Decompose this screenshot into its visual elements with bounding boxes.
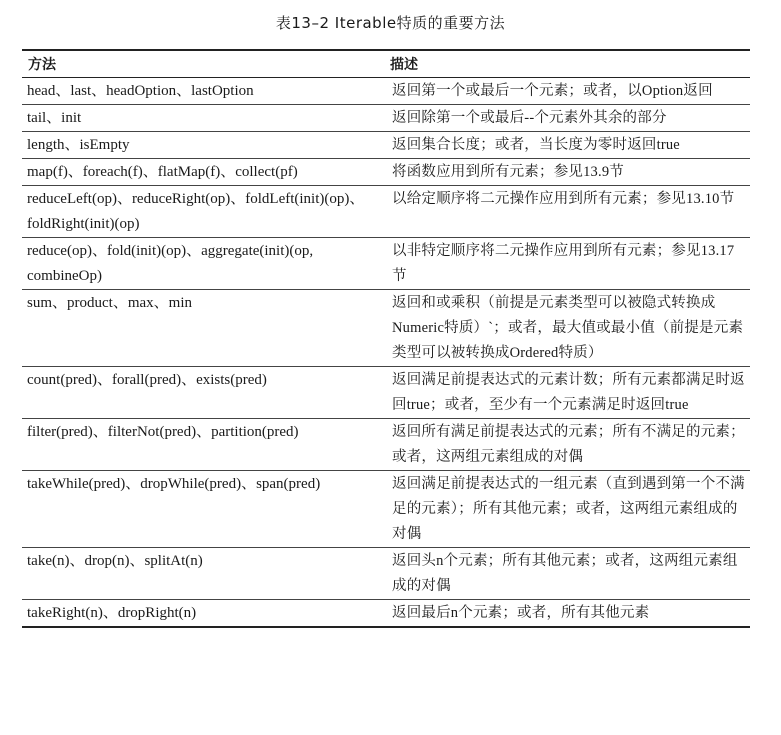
method-cell: filter(pred)、filterNot(pred)、partition(pred) bbox=[22, 419, 384, 471]
table-row bbox=[22, 159, 750, 186]
table-row bbox=[22, 186, 750, 238]
method-cell: map(f)、foreach(f)、flatMap(f)、collect(pf) bbox=[22, 159, 384, 186]
description-cell: 返回集合长度；或者，当长度为零时返回true bbox=[384, 132, 750, 159]
method-cell: count(pred)、forall(pred)、exists(pred) bbox=[22, 367, 384, 419]
table-row bbox=[22, 419, 750, 471]
method-cell: tail、init bbox=[22, 105, 384, 132]
table-row bbox=[22, 105, 750, 132]
method-cell: reduce(op)、fold(init)(op)、aggregate(init)(op, combineOp) bbox=[22, 238, 384, 290]
method-cell: take(n)、drop(n)、splitAt(n) bbox=[22, 548, 384, 600]
table-row bbox=[22, 367, 750, 419]
table-row bbox=[22, 132, 750, 159]
header-row bbox=[22, 50, 750, 78]
description-cell: 将函数应用到所有元素；参见13.9节 bbox=[384, 159, 750, 186]
table-row bbox=[22, 290, 750, 367]
table-row bbox=[22, 471, 750, 548]
method-cell: takeWhile(pred)、dropWhile(pred)、span(pred) bbox=[22, 471, 384, 548]
method-cell: head、last、headOption、lastOption bbox=[22, 78, 384, 105]
table-row bbox=[22, 78, 750, 105]
table-row bbox=[22, 548, 750, 600]
description-cell: 返回和或乘积（前提是元素类型可以被隐式转换成Numeric特质）`；或者，最大值或最小值（前提是元素类型可以被转换成Ordered特质） bbox=[384, 290, 750, 367]
table-row bbox=[22, 238, 750, 290]
description-cell: 返回第一个或最后一个元素；或者，以Option返回 bbox=[384, 78, 750, 105]
table-caption: 表13–2 Iterable特质的重要方法 bbox=[275, 14, 506, 32]
method-cell: reduceLeft(op)、reduceRight(op)、foldLeft(init)(op)、foldRight(init)(op) bbox=[22, 186, 384, 238]
description-cell: 返回满足前提表达式的一组元素（直到遇到第一个不满足的元素）；所有其他元素；或者，这两组元素组成的对偶 bbox=[384, 471, 750, 548]
description-cell: 返回除第一个或最后--个元素外其余的部分 bbox=[384, 105, 750, 132]
method-cell: sum、product、max、min bbox=[22, 290, 384, 367]
description-cell: 以给定顺序将二元操作应用到所有元素；参见13.10节 bbox=[384, 186, 750, 238]
description-cell: 返回满足前提表达式的元素计数；所有元素都满足时返回true；或者，至少有一个元素满足时返回true bbox=[384, 367, 750, 419]
header-description: 描述 bbox=[384, 50, 750, 78]
header-method: 方法 bbox=[22, 50, 384, 78]
method-cell: takeRight(n)、dropRight(n) bbox=[22, 600, 384, 628]
description-cell: 返回最后n个元素；或者，所有其他元素 bbox=[384, 600, 750, 628]
description-cell: 以非特定顺序将二元操作应用到所有元素；参见13.17节 bbox=[384, 238, 750, 290]
method-cell: length、isEmpty bbox=[22, 132, 384, 159]
description-cell: 返回头n个元素；所有其他元素；或者，这两组元素组成的对偶 bbox=[384, 548, 750, 600]
table-row bbox=[22, 600, 750, 628]
description-cell: 返回所有满足前提表达式的元素；所有不满足的元素；或者，这两组元素组成的对偶 bbox=[384, 419, 750, 471]
methods-table bbox=[22, 49, 750, 628]
